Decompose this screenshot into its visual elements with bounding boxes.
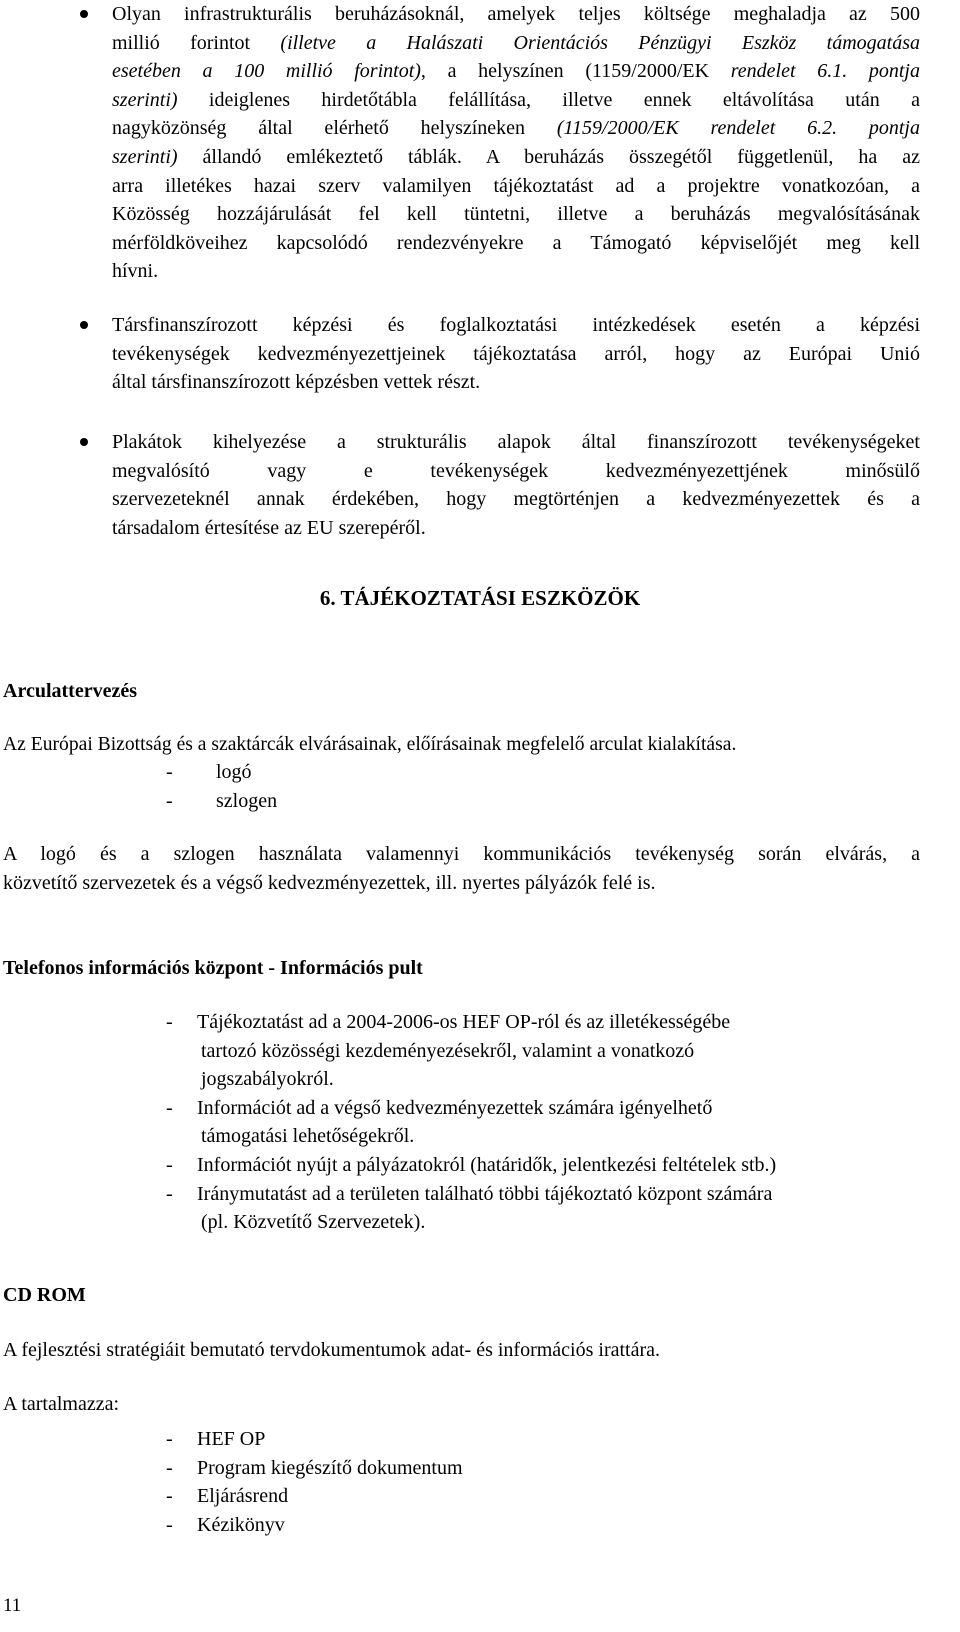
- bullet-text-run: társadalom értesítése az EU szerepéről.: [112, 516, 426, 539]
- list-item-text: szlogen: [216, 790, 278, 812]
- cdrom-heading: CD ROM: [3, 1284, 86, 1306]
- dash-marker: -: [166, 761, 173, 783]
- bullet-line: [112, 86, 920, 115]
- bullet-line: [112, 368, 480, 397]
- list-item-text: Információt ad a végső kedvezményezettek számára igényelhető: [197, 1096, 713, 1119]
- dash-marker: -: [166, 1485, 173, 1508]
- bullet-text-run: által társfinanszírozott képzésben vettek részt.: [112, 371, 481, 394]
- cdrom-intro: A tartalmazza:: [3, 1393, 120, 1415]
- dash-marker: -: [166, 1154, 173, 1176]
- bullet-text-run: megvalósító vagy e tevékenységek kedvezményezettjének minősülő: [112, 459, 920, 482]
- bullet-line: [112, 57, 920, 86]
- list-item-text: Iránymutatást ad a területen található többi tájékoztató központ számára: [197, 1182, 773, 1205]
- bullet-text-run: , a helyszínen (1159/2000/EK: [420, 60, 731, 83]
- bullet-marker: [80, 10, 88, 18]
- bullet-text-run: Plakátok kihelyezése a strukturális alapok által finanszírozott tevékenységeket: [112, 431, 920, 453]
- bullet-line: [112, 229, 920, 258]
- bullet-text-run: (1159/2000/EK rendelet 6.2. pontja: [556, 117, 920, 140]
- bullet-line: [112, 29, 920, 58]
- bullet-line: [112, 257, 158, 286]
- list-item-text: (pl. Közvetítő Szervezetek).: [201, 1211, 426, 1234]
- bullet-text-run: millió forintot: [112, 31, 281, 54]
- arculat-text: Az Európai Bizottság és a szaktárcák elvárásainak, előírásainak megfelelő arculat kialakítása.: [3, 734, 737, 755]
- dash-marker: -: [166, 1456, 173, 1479]
- list-item-text: Program kiegészítő dokumentum: [197, 1456, 463, 1479]
- bullet-line: [112, 514, 426, 543]
- bullet-text-run: hívni.: [112, 260, 159, 283]
- dash-marker: -: [166, 1182, 173, 1205]
- bullet-line: [112, 200, 920, 229]
- cdrom-text: A fejlesztési stratégiáit bemutató tervdokumentumok adat- és információs irattára.: [3, 1339, 661, 1361]
- section-title: 6. TÁJÉKOZTATÁSI ESZKÖZÖK: [319, 586, 641, 610]
- dash-marker: -: [166, 1096, 173, 1119]
- list-item-text: támogatási lehetőségekről.: [201, 1125, 415, 1148]
- arculat-paragraph-line: közvetítő szervezetek és a végső kedvezményezettek, ill. nyertes pályázók felé is.: [3, 872, 656, 894]
- bullet-line: [112, 485, 920, 514]
- bullet-line: [112, 457, 920, 486]
- bullet-line: [112, 428, 920, 457]
- bullet-text-run: Társfinanszírozott képzési és foglalkoztatási intézkedések esetén a képzési: [112, 314, 920, 336]
- bullet-text-run: mérföldköveihez kapcsolódó rendezvényekre a Támogató képviselőjét meg kell: [112, 231, 920, 254]
- list-item-text: Információt nyújt a pályázatokról (határidők, jelentkezési feltételek stb.): [197, 1154, 777, 1176]
- list-item-text: jogszabályokról.: [201, 1068, 334, 1091]
- list-item-text: tartozó közösségi kezdeményezésekről, valamint a vonatkozó: [201, 1039, 695, 1062]
- list-item-text: Eljárásrend: [197, 1485, 289, 1508]
- bullet-text-run: esetében a 100 millió forintot): [112, 60, 421, 83]
- bullet-line: [112, 114, 920, 143]
- list-item-text: Kézikönyv: [197, 1513, 285, 1536]
- bullet-text-run: nagyközönség által elérhető helyszíneken: [112, 117, 557, 140]
- bullet-line: [112, 340, 920, 369]
- bullet-line: [112, 0, 920, 29]
- bullet-text-run: szervezeteknél annak érdekében, hogy megtörténjen a kedvezményezettek és a: [112, 488, 920, 511]
- arculat-heading: Arculattervezés: [3, 680, 138, 702]
- bullet-text-run: szerinti): [112, 88, 178, 111]
- dash-marker: -: [166, 1428, 173, 1450]
- bullet-text-run: állandó emlékeztető táblák. A beruházás összegétől függetlenül, ha az: [177, 146, 920, 168]
- dash-marker: -: [166, 790, 173, 812]
- list-item-text: HEF OP: [197, 1428, 266, 1450]
- list-item-text: Tájékoztatást ad a 2004-2006-os HEF OP-ról és az illetékességébe: [197, 1011, 731, 1033]
- bullet-marker: [80, 321, 88, 329]
- bullet-text-run: tevékenységek kedvezményezettjeinek tájékoztatása arról, hogy az Európai Unió: [112, 342, 920, 365]
- list-item-text: logó: [216, 761, 252, 783]
- bullet-line: [112, 143, 920, 172]
- bullet-text-run: ideiglenes hirdetőtábla felállítása, illetve ennek eltávolítása után a: [177, 88, 920, 111]
- bullet-text-run: (illetve a Halászati Orientációs Pénzügyi Eszköz támogatása: [280, 31, 920, 54]
- bullet-text-run: arra illetékes hazai szerv valamilyen tájékoztatást ad a projektre vonatkozóan, a: [112, 174, 920, 197]
- dash-marker: -: [166, 1011, 173, 1033]
- bullet-text-run: szerinti): [112, 146, 178, 168]
- dash-marker: -: [166, 1513, 173, 1536]
- bullet-line: [112, 311, 920, 340]
- telefon-heading: Telefonos információs központ - Információs pult: [3, 957, 423, 979]
- bullet-text-run: Közösség hozzájárulását fel kell tüntetni, illetve a beruházás megvalósításának: [112, 203, 920, 226]
- bullet-text-run: Olyan infrastrukturális beruházásoknál, amelyek teljes költsége meghaladja az 500: [112, 3, 920, 25]
- arculat-paragraph-line: A logó és a szlogen használata valamennyi kommunikációs tevékenység során elvárás, a: [3, 843, 920, 865]
- page-number: 11: [3, 1595, 22, 1616]
- bullet-marker: [80, 438, 88, 446]
- bullet-line: [112, 172, 920, 201]
- bullet-text-run: rendelet 6.1. pontja: [730, 60, 920, 83]
